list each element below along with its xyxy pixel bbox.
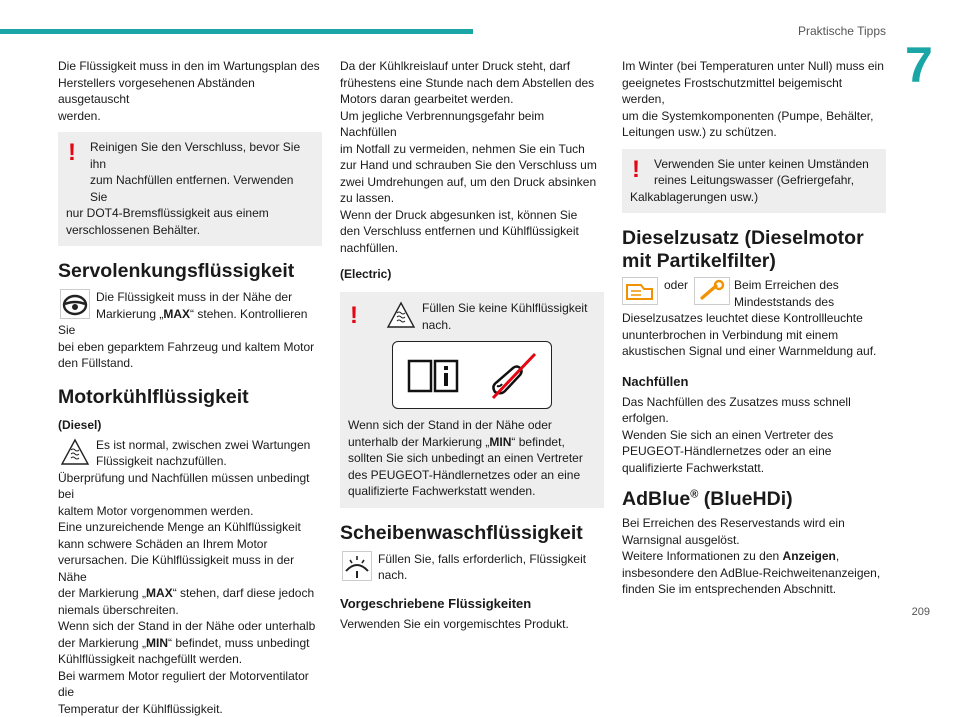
column-middle: [340, 58, 604, 632]
warning-box-electric: ! Füllen Sie keine Kühlflüssigkeit nach. Wenn sich der Stand in der Nähe oder unterhalb der Markierung „MIN“ befindet, sollten Sie sich unbedingt an einen Vertreter des PEUGEOT-Händlernetzes oder an eine qualifizierte Fachwerkstatt wenden.: [340, 292, 604, 508]
warning-exclamation-icon: !: [632, 158, 644, 182]
column-right: [622, 58, 886, 598]
heading-diesel-additive: Dieselzusatz (Dieselmotor mit Partikelfilter): [622, 227, 886, 273]
heading-washer: Scheibenwaschflüssigkeit: [340, 522, 604, 545]
warning-triangle-icon: [58, 437, 92, 467]
heading-servo: Servolenkungsflüssigkeit: [58, 260, 322, 283]
refill-text: Das Nachfüllen des Zusatzes muss schnell erfolgen. Wenden Sie sich an einen Vertreter des PEUGEOT-Händlernetzes oder an eine qualifizierte Fachwerkstatt.: [622, 394, 886, 477]
manual-book-icon: [406, 355, 460, 395]
no-refill-bottle-icon: [485, 348, 539, 402]
service-wrench-icon: [694, 277, 730, 305]
adblue-text: Bei Erreichen des Reservestands wird ein Warnsignal ausgelöst. Weitere Informationen zu den Anzeigen, insbesondere den AdBlue-Reichweitenanzeigen, finden Sie im entsprechenden Abschnitt.: [622, 515, 886, 598]
heading-coolant: Motorkühlflüssigkeit: [58, 386, 322, 409]
heading-refill: Nachfüllen: [622, 374, 886, 390]
column-left: [58, 58, 322, 717]
page-number: 209: [912, 606, 930, 618]
heading-prescribed-fluids: Vorgeschriebene Flüssigkeiten: [340, 596, 604, 612]
heading-adblue: AdBlue® (BlueHDi): [622, 488, 886, 511]
coolant-block: Es ist normal, zwischen zwei Wartungen Flüssigkeit nachzufüllen. Überprüfung und Nachfüllen müssen unbedingt bei kaltem Motor vorgenommen werden. Eine unzureichende Menge an Kühlflüssigkeit kann schwere Schäden an Ihrem Motor verursachen. Die Kühlflüssigkeit muss in der Nähe der Markierung „MAX“ stehen, darf diese jedoch niemals überschreiten. Wenn sich der Stand in der Nähe oder unterhalb der Markierung „MIN“ befindet, muss unbedingt Kühlflüssigkeit nachgefüllt werden. Bei warmem Motor reguliert der Motorventilator die Temperatur der Kühlflüssigkeit.: [58, 437, 322, 717]
servo-block: Die Flüssigkeit muss in der Nähe der Markierung „MAX“ stehen. Kontrollieren Sie bei eben geparktem Fahrzeug und kaltem Motor den Füllstand.: [58, 289, 322, 372]
steering-wheel-icon: [58, 289, 92, 319]
additive-warning-icon: [622, 277, 658, 305]
oder-text: oder: [664, 277, 688, 294]
warning-box-water: ! Verwenden Sie unter keinen Umständen reines Leitungswasser (Gefriergefahr, Kalkablagerungen usw.): [622, 149, 886, 214]
manual-no-refill-pictogram: [392, 341, 552, 409]
warning-box-brake: ! Reinigen Sie den Verschluss, bevor Sie ihn zum Nachfüllen entfernen. Verwenden Sie nur DOT4-Bremsflüssigkeit aus einem verschlossenen Behälter.: [58, 132, 322, 246]
prescribed-text: Verwenden Sie ein vorgemischtes Produkt.: [340, 616, 604, 633]
winter-text: Im Winter (bei Temperaturen unter Null) muss ein geeignetes Frostschutzmittel beigemischt werden, um die Systemkomponenten (Pumpe, Behälter, Leitungen usw.) zu schützen.: [622, 58, 886, 141]
subheading-electric: (Electric): [340, 266, 604, 282]
warning-triangle-icon: [384, 300, 418, 330]
coolant-pressure-text: Da der Kühlkreislauf unter Druck steht, darf frühestens eine Stunde nach dem Abstellen des Motors daran gearbeitet werden. Um jegliche Verbrennungsgefahr beim Nachfüllen im Notfall zu vermeiden, nehmen Sie ein Tuch zur Hand und schrauben Sie den Verschluss um zwei Umdrehungen auf, um den Druck absinken zu lassen. Wenn der Druck abgesunken ist, können Sie den Verschluss entfernen und Kühlflüssigkeit nachfüllen.: [340, 58, 604, 256]
washer-block: Füllen Sie, falls erforderlich, Flüssigkeit nach.: [340, 551, 604, 584]
section-title: Praktische Tipps: [798, 24, 886, 38]
subheading-diesel: (Diesel): [58, 417, 322, 433]
warning-exclamation-icon: !: [68, 141, 80, 165]
brake-fluid-intro: Die Flüssigkeit muss in den im Wartungsplan des Herstellers vorgesehenen Abständen ausgetauscht werden.: [58, 58, 322, 124]
washer-fluid-icon: [340, 551, 374, 581]
warning-exclamation-icon: !: [350, 304, 362, 328]
header-accent-bar: [0, 29, 473, 34]
chapter-number: 7: [905, 40, 955, 90]
diesel-additive-block: oder Beim Erreichen des Mindeststands des Dieselzusatzes leuchtet diese Kontrollleuchte ununterbrochen in Verbindung mit einem akustischen Signal und einer Warnmeldung auf.: [622, 277, 886, 360]
